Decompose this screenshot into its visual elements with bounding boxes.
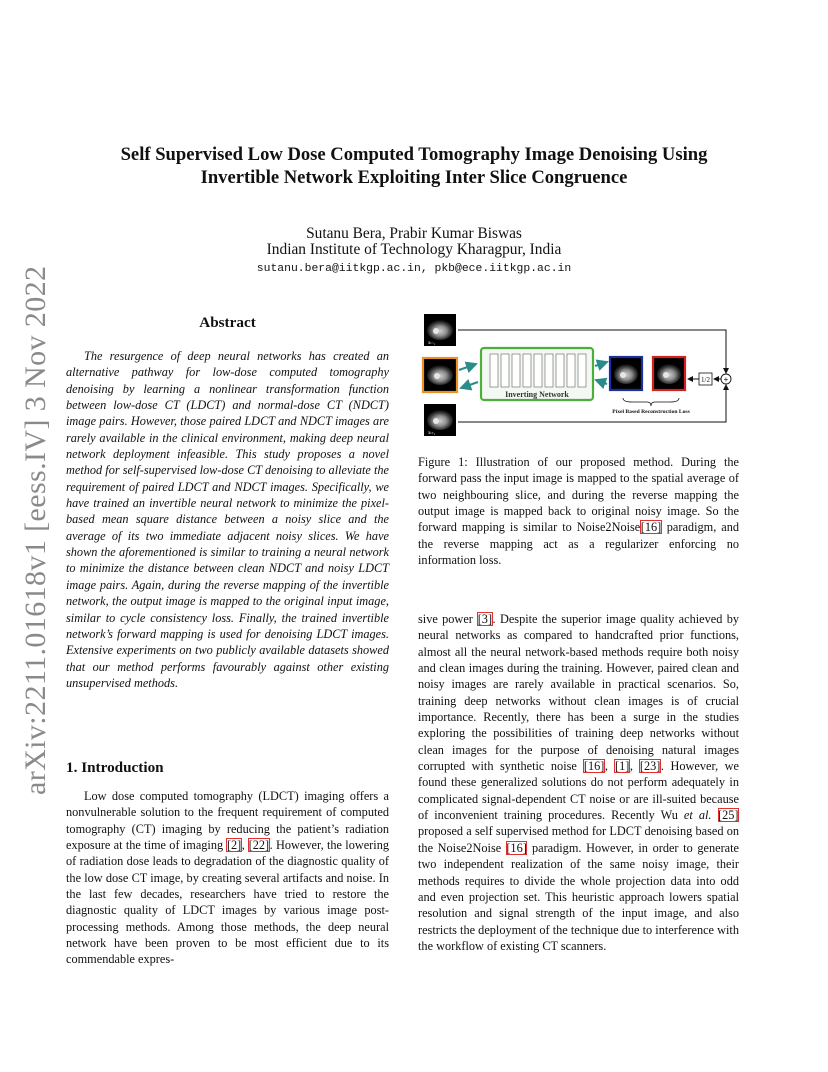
citation-link[interactable]: [3] (477, 612, 493, 626)
inverting-network-block (481, 348, 593, 400)
et-al: et al. (683, 808, 712, 823)
introduction-continued (418, 611, 739, 954)
abstract-heading: Abstract (199, 314, 256, 331)
citation-link[interactable]: [1] (614, 759, 630, 774)
author-emails: sutanu.bera@iitkgp.ac.in, pkb@ece.iitkgp.ac.in (256, 263, 572, 275)
reverse-arrow (461, 382, 478, 388)
ct-slice-top (424, 314, 456, 346)
caption-text-2: paradigm, and the reverse mapping act as a regularizer enforcing no information loss. (418, 520, 739, 568)
output-back-arrow (596, 380, 607, 384)
half-scale-label: 1/2 (701, 376, 710, 384)
intro-text-1: Low dose computed tomography (LDCT) imaging offers a nonvulnerable solution to the frequent requirement of computed tomography (CT) imaging by reducing the patient’s radiation exposure at the time of imaging (66, 789, 389, 853)
loss-brace (623, 398, 679, 406)
intro-text-2: , (241, 838, 249, 853)
abstract-text: The resurgence of deep neural networks has created an alternative pathway for low-dose computed tomography denoising by learning a nonlinear transformation function between low-dose CT (LDCT) and normal-dose CT (NDCT) image pairs. However, those paired LDCT and NDCT images are rarely available in the clinical environment, making deep neural network deployment infeasible. This study proposes a novel method for self-supervised low-dose CT denoising to alleviate the requirement of paired LDCT and NDCT images. Specifically, we have trained an invertible neural network to minimize the pixel-based mean square distance between a noisy slice and the average of its two immediate adjacent noisy slices. We have shown the aforementioned is similar to training a neural network to minimize the distance between clean NDCT and noisy LDCT image pairs. Again, during the reverse mapping of the invertible network, the output image is mapped to the original input image, similar to cycle consistency loss. Finally, the trained invertible network’s forward mapping is used for denoising LDCT images. Extensive experiments on two publicly available datasets showed that our method performs favourably against other existing unsupervised methods. (66, 349, 389, 690)
body-text: . However, we found these generalized solutions do not perform adequately in complicated signal-dependent CT noise or are ill-suited because of inconvenient training procedures. Recently Wu (418, 759, 739, 823)
title-line-2: Invertible Network Exploiting Inter Slice Congruence (200, 167, 628, 188)
sum-node-label: + (723, 375, 729, 384)
citation-link[interactable]: [16] (583, 759, 605, 774)
figure-1-caption (418, 454, 739, 568)
body-text: paradigm. However, in order to generate two independent realization of the same noisy image, their methods requires to divide the whole projection data into odd and even projection set. This heuristic approach lowers spatial resolution and signal strength of the input image, and also restricts the deployment of the technique due to interference with the workflow of existing CT scanners. (418, 840, 740, 953)
slice-top-label: xₗ₋₁ (428, 341, 436, 346)
body-text: proposed a self supervised method for LDCT denoising based on the Noise2Noise (418, 824, 739, 855)
ct-output-image (610, 357, 642, 390)
citation-link[interactable]: [2] (226, 838, 242, 853)
ct-average-target (653, 357, 685, 390)
network-output-arrow (595, 362, 607, 366)
authors: Sutanu Bera, Prabir Kumar Biswas (306, 225, 522, 242)
caption-text-1: Figure 1: Illustration of our proposed method. During the forward pass the input image is mapped to the spatial average of two neighbouring slice, and during the reverse mapping the output image is mapped back to original noisy image. So the forward mapping is similar to Noise2Noise (418, 455, 739, 535)
ct-slice-input (423, 358, 457, 392)
citation-link[interactable]: [16] (640, 520, 662, 535)
figure-1-diagram (418, 310, 748, 444)
body-text: , (629, 759, 640, 774)
intro-text-3: . However, the lowering of radiation dose leads to degradation of the diagnostic quality of the low dose CT image, by creating several artifacts and noise. In the last few decades, researchers have tried to restore the diagnostic quality of LDCT images by various image post-processing methods. Among those methods, the deep neural network have been proven to be most efficient due to its commendable expres- (66, 838, 389, 967)
body-text (711, 808, 717, 822)
citation-link[interactable]: [16] (506, 840, 527, 855)
body-text: . Despite the superior image quality achieved by neural networks as compared to handcrafted prior functions, almost all the neural network-based methods require both noisy and clean images during the training. However, paired clean and noisy images are rarely available in practical scenarios. So, training deep networks without clean images is of crucial importance. Recently, there has been a surge in the studies exploring the possibilities of training deep networks without clean images for the purpose of denoising natural images corrupted with synthetic noise (418, 612, 739, 774)
citation-link[interactable]: [25] (718, 808, 739, 823)
network-label: Inverting Network (505, 390, 569, 399)
forward-arrow (459, 364, 476, 370)
arxiv-identifier: arXiv:2211.01618v1 [eess.IV] 3 Nov 2022 (19, 265, 52, 795)
citation-link[interactable]: [22] (248, 838, 270, 853)
introduction-paragraph (66, 788, 389, 968)
body-text: sive power (418, 612, 478, 626)
citation-link[interactable]: [23] (639, 759, 661, 774)
affiliation: Indian Institute of Technology Kharagpur, India (266, 241, 562, 258)
paper-title (80, 143, 748, 189)
body-text: , (604, 759, 615, 774)
ct-slice-bottom (424, 404, 456, 436)
title-line-1: Self Supervised Low Dose Computed Tomography Image Denoising Using (120, 144, 708, 165)
loss-label: Pixel Based Reconstruction Loss (612, 409, 690, 415)
introduction-heading: 1. Introduction (66, 759, 164, 776)
slice-bottom-label: xₗ₊₁ (428, 431, 436, 436)
